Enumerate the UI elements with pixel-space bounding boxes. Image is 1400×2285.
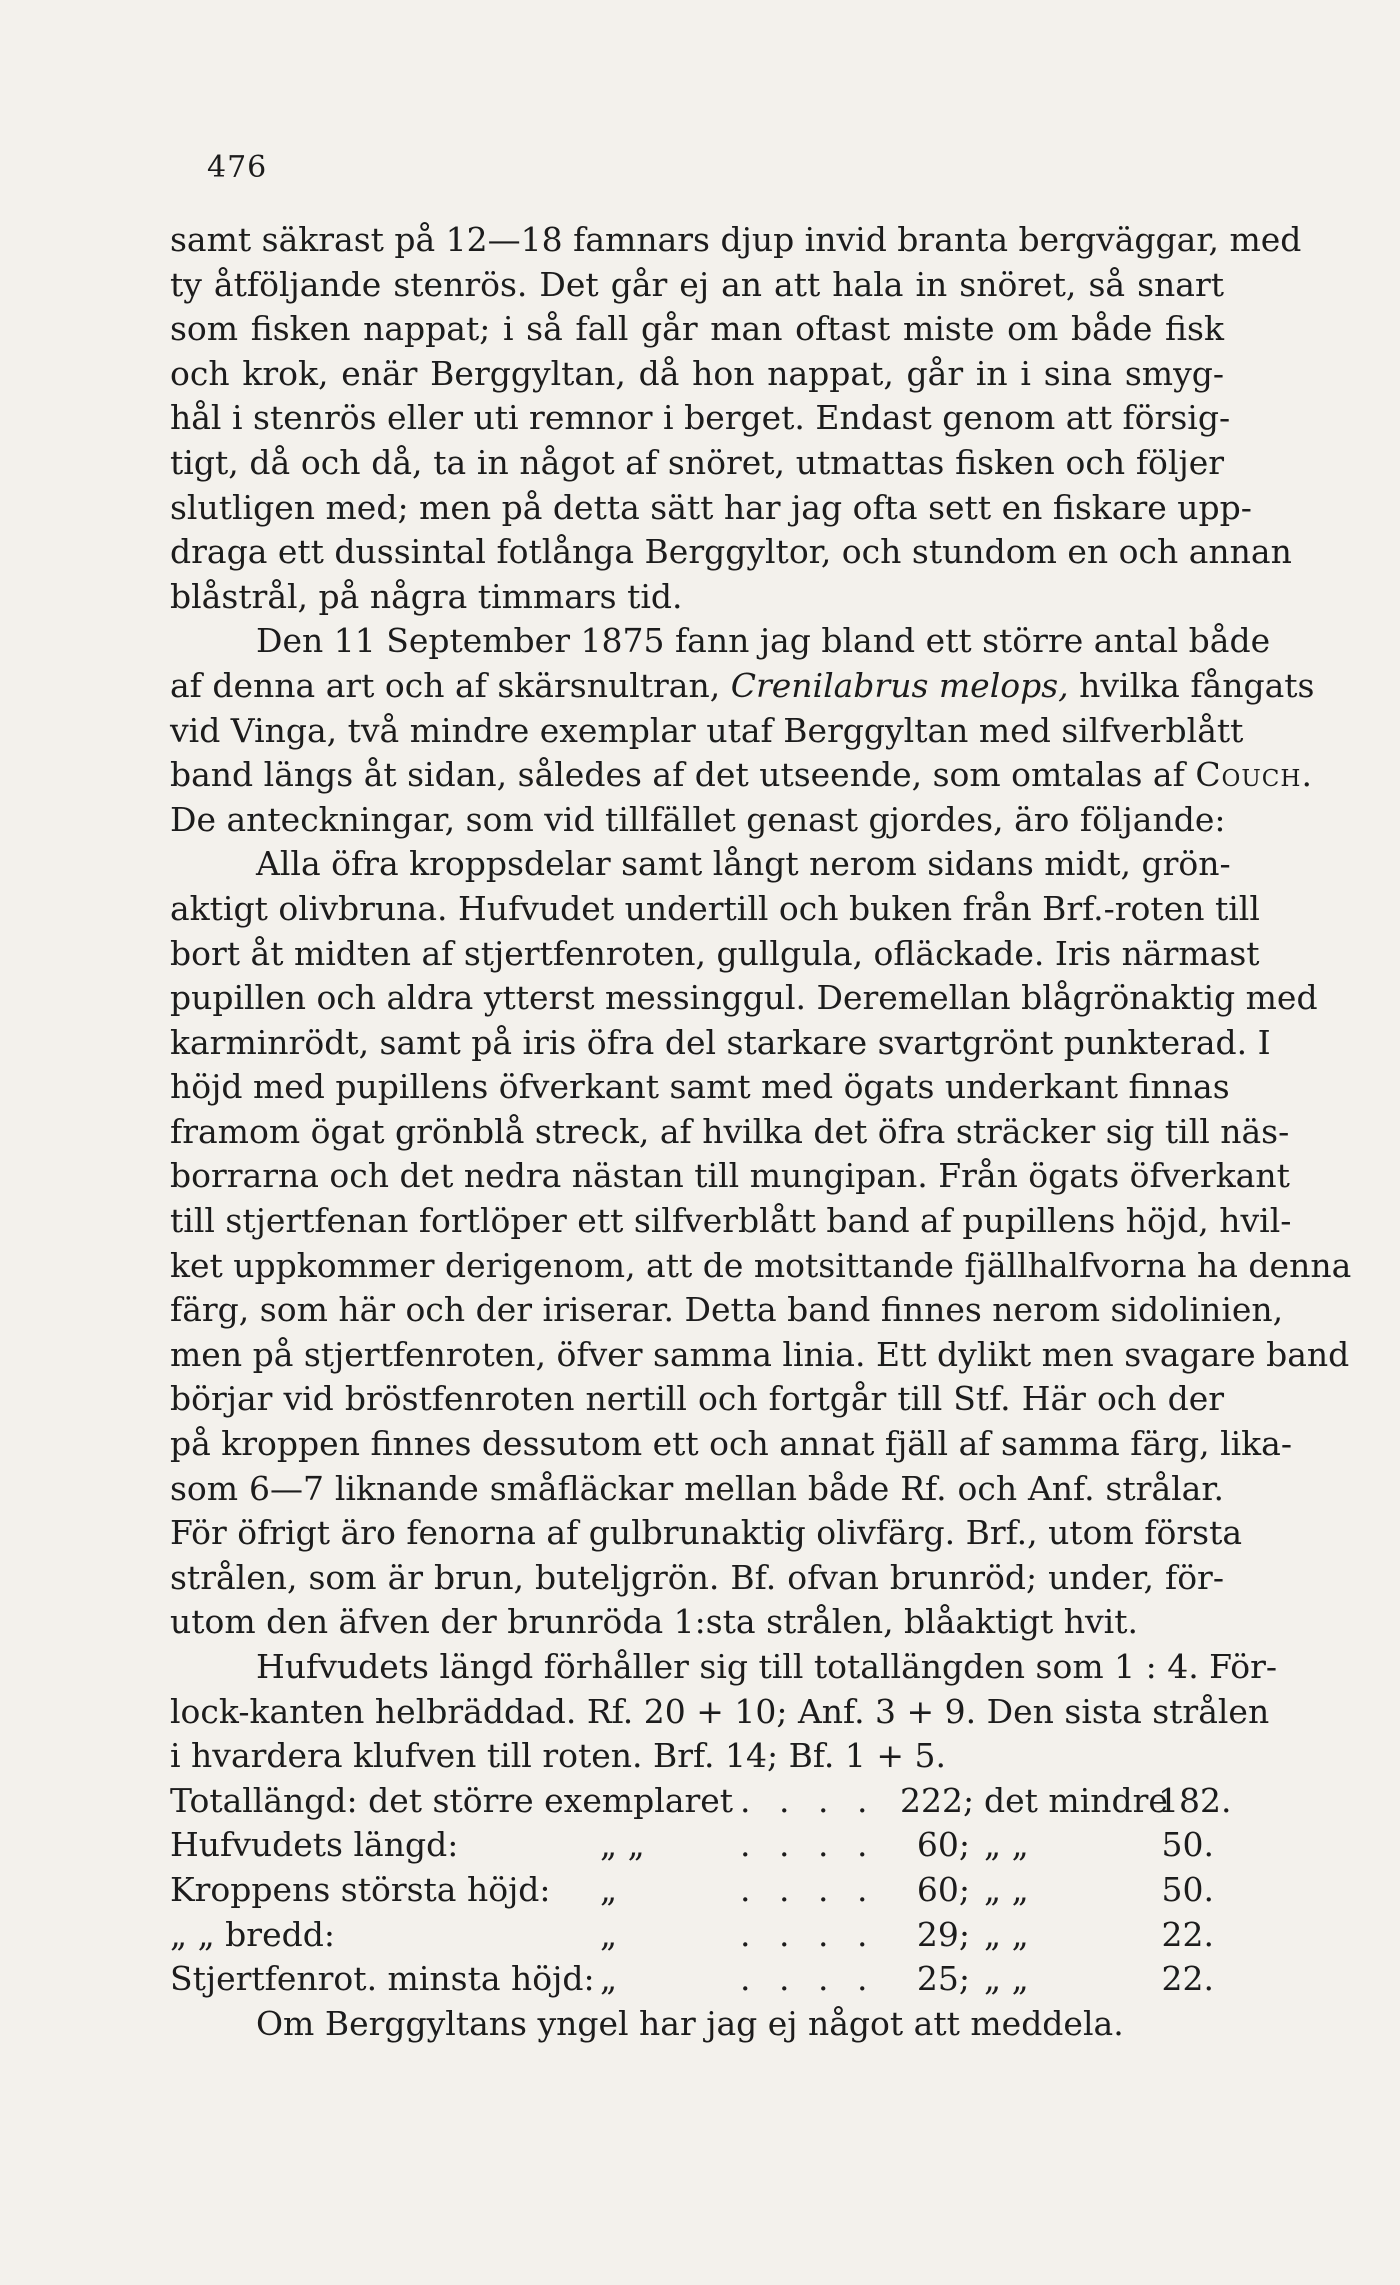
text-line: som 6—7 liknande småfläckar mellan både Rf. och Anf. strålar. — [170, 1468, 1224, 1508]
value-smaller: 22. — [1161, 1914, 1214, 1954]
leader-dots: . . . . — [740, 1825, 877, 1865]
measurement-label: Totallängd: det större exemplaret — [170, 1780, 734, 1820]
text-line: slutligen med; men på detta sätt har jag ofta sett en fiskare upp- — [170, 487, 1252, 527]
text-line: ty åtföljande stenrös. Det går ej an att hala in snöret, så snart — [170, 264, 1224, 304]
measurement-label: Stjertfenrot. minsta höjd: — [170, 1959, 595, 1999]
ditto-mark: „ „ — [600, 1825, 645, 1865]
value-smaller: 50. — [1161, 1825, 1214, 1865]
text-line: För öfrigt äro fenorna af gulbrunaktig olivfärg. Brf., utom första — [170, 1513, 1243, 1553]
text-line: blåstrål, på några timmars tid. — [170, 576, 683, 616]
value-larger: 29; — [916, 1914, 970, 1954]
text-line: ket uppkommer derigenom, att de motsittande fjällhalfvorna ha denna — [170, 1245, 1352, 1285]
species-name: Crenilabrus melops, — [730, 665, 1069, 705]
comparison-label: „ „ — [984, 1825, 1029, 1865]
body-text — [170, 218, 1352, 2046]
leader-dots: . . . . — [740, 1869, 877, 1909]
leader-dots: . . . . — [740, 1959, 877, 1999]
value-larger: 25; — [916, 1959, 970, 1999]
author-name: Couch. — [1195, 755, 1313, 795]
text-line: karminrödt, samt på iris öfra del starkare svartgrönt punkterad. I — [170, 1022, 1271, 1062]
leader-dots: . . . . — [740, 1914, 877, 1954]
text-line: höjd med pupillens öfverkant samt med ögats underkant finnas — [170, 1067, 1230, 1107]
ditto-mark: „ — [600, 1869, 618, 1909]
text-line — [170, 664, 1315, 709]
text-line: De anteckningar, som vid tillfället genast gjordes, äro följande: — [170, 799, 1226, 839]
text-line: tigt, då och då, ta in något af snöret, utmattas fisken och följer — [170, 442, 1224, 482]
text-line: färg, som här och der iriserar. Detta band finnes nerom sidolinien, — [170, 1290, 1284, 1330]
text-line: bort åt midten af stjertfenroten, gullgula, ofläckade. Iris närmast — [170, 933, 1260, 973]
measurement-row — [170, 1913, 1224, 1958]
text-line: framom ögat grönblå streck, af hvilka det öfra sträcker sig till näs- — [170, 1111, 1290, 1151]
text-segment: af denna art och af skärsnultran, — [170, 665, 731, 705]
text-line: men på stjertfenroten, öfver samma linia. Ett dylikt men svagare band — [170, 1334, 1350, 1374]
paragraph-lines — [170, 218, 1352, 1779]
text-line: utom den äfven der brunröda 1:sta strålen, blåaktigt hvit. — [170, 1602, 1138, 1642]
text-line: strålen, som är brun, buteljgrön. Bf. ofvan brunröd; under, för- — [170, 1557, 1224, 1597]
comparison-label: det mindre — [984, 1780, 1168, 1820]
page-number: 476 — [207, 150, 268, 185]
text-line: Hufvudets längd förhåller sig till totallängden som 1 : 4. För- — [256, 1647, 1278, 1686]
ditto-mark — [600, 1779, 740, 1824]
comparison-label: „ „ — [984, 1914, 1029, 1954]
text-line: hål i stenrös eller uti remnor i berget. Endast genom att försig- — [170, 398, 1231, 438]
value-smaller: 182. — [1158, 1780, 1232, 1820]
measurement-row — [170, 1868, 1224, 1913]
ditto-mark: „ — [600, 1914, 618, 1954]
value-larger: 60; — [916, 1825, 970, 1865]
text-line: som fisken nappat; i så fall går man oftast miste om både fisk — [170, 309, 1224, 349]
text-line: draga ett dussintal fotlånga Berggyltor, och stundom en och annan — [170, 532, 1292, 572]
measurement-row — [170, 1957, 1224, 2002]
comparison-label: „ „ — [984, 1959, 1029, 1999]
measurement-row — [170, 1779, 1232, 1824]
value-smaller: 22. — [1161, 1959, 1214, 1999]
text-line: pupillen och aldra ytterst messinggul. Deremellan blågrönaktig med — [170, 978, 1318, 1018]
value-larger: 222; — [900, 1780, 975, 1820]
measurement-label: Hufvudets längd: — [170, 1825, 459, 1865]
text-line: samt säkrast på 12—18 famnars djup invid branta bergväggar, med — [170, 220, 1302, 259]
value-larger: 60; — [916, 1869, 970, 1909]
measurement-label: Kroppens största höjd: — [170, 1869, 551, 1909]
measurement-table — [170, 1779, 1232, 2002]
text-line: lock-kanten helbräddad. Rf. 20 + 10; Anf. 3 + 9. Den sista strålen — [170, 1691, 1270, 1731]
closing-line: Om Berggyltans yngel har jag ej något att meddela. — [256, 2003, 1124, 2043]
text-line: till stjertfenan fortlöper ett silfverblått band af pupillens höjd, hvil- — [170, 1201, 1292, 1241]
text-segment: hvilka fångats — [1068, 665, 1315, 705]
measurement-label: „ „ bredd: — [170, 1914, 335, 1954]
text-line: aktigt olivbruna. Hufvudet undertill och buken från Brf.-roten till — [170, 888, 1260, 928]
comparison-label: „ „ — [984, 1869, 1029, 1909]
text-line: i hvardera klufven till roten. Brf. 14; Bf. 1 + 5. — [170, 1736, 947, 1776]
text-line: vid Vinga, två mindre exemplar utaf Berggyltan med silfverblått — [170, 710, 1244, 750]
ditto-mark: „ — [600, 1959, 618, 1999]
text-line: Den 11 September 1875 fann jag bland ett större antal både — [256, 621, 1271, 661]
text-line — [170, 753, 1313, 798]
value-smaller: 50. — [1161, 1869, 1214, 1909]
text-line: Alla öfra kroppsdelar samt långt nerom sidans midt, grön- — [256, 844, 1231, 884]
text-line: och krok, enär Berggyltan, då hon nappat, går in i sina smyg- — [170, 353, 1224, 393]
leader-dots: . . . . — [740, 1780, 877, 1820]
text-line: på kroppen finnes dessutom ett och annat fjäll af samma färg, lika- — [170, 1424, 1292, 1464]
text-line: börjar vid bröstfenroten nertill och fortgår till Stf. Här och der — [170, 1379, 1224, 1419]
text-line: borrarna och det nedra nästan till mungipan. Från ögats öfverkant — [170, 1156, 1290, 1196]
measurement-row — [170, 1823, 1224, 1868]
text-segment: band längs åt sidan, således af det utseende, som omtalas af — [170, 755, 1196, 795]
